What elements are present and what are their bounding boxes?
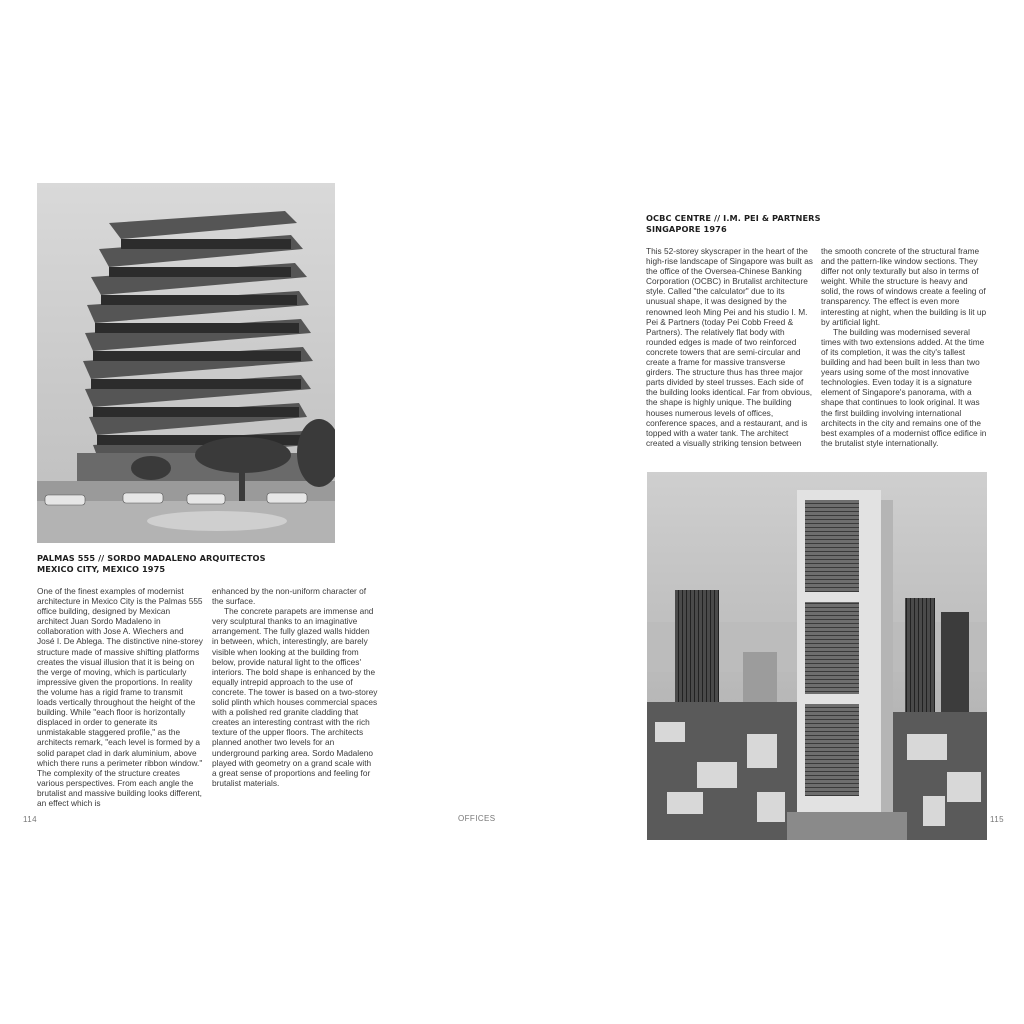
palmas-555-location: MEXICO CITY, MEXICO 1975: [37, 564, 166, 574]
palmas-555-text-column-2: [212, 586, 378, 788]
ocbc-title: OCBC CENTRE // I.M. PEI & PARTNERS: [646, 213, 821, 223]
running-head: OFFICES: [458, 814, 496, 823]
ocbc-text-column-2: [821, 246, 989, 448]
ocbc-caption: [646, 213, 946, 235]
palmas-555-text-column-1: [37, 586, 203, 808]
palmas-555-photo: [37, 183, 335, 543]
palmas-555-title: PALMAS 555 // SORDO MADALENO ARQUITECTOS: [37, 553, 266, 563]
paragraph: enhanced by the non-uniform character of the surface.: [212, 586, 367, 607]
page-number-right: 115: [990, 815, 1004, 824]
ocbc-location: SINGAPORE 1976: [646, 224, 727, 234]
palmas-555-caption: [37, 553, 337, 575]
paragraph: The building was modernised several times with two extensions added. At the time of its completion, it was the city's tallest building and had been built in less than two years using some of the most innovative technologies. Even today it is a signature element of Singapore's panorama, with a shape that continues to look original. It was the first building involving international architects in the city and remains one of the best examples of a modernist office edifice in the brutalist style internationally.: [821, 326, 987, 448]
paragraph: the smooth concrete of the structural frame and the pattern-like window sections. They differ not only texturally but also in terms of weight. While the structure is heavy and solid, the rows of windows create a feeling of transparency. The effect is even more interesting at night, when the building is lit up by artificial light.: [821, 246, 987, 327]
ocbc-centre-photo: [647, 472, 987, 840]
paragraph: The concrete parapets are immense and very sculptural thanks to an imaginative arrangement. The fully glazed walls hidden in between, which, interestingly, are barely visible when looking at the building from below, provide natural light to the offices' interiors. The bold shape is enhanced by the equally intrepid approach to the use of concrete. The tower is based on a two-storey solid plinth which houses commercial spaces with a polished red granite cladding that creates an interesting contrast with the rich texture of the upper floors. The architects planned another two levels for an underground parking area. Sordo Madaleno played with geometry on a grand scale with a great sense of proportions and feeling for brutalist materials.: [212, 606, 378, 788]
ocbc-centre-illustration: [647, 472, 987, 840]
paragraph: One of the finest examples of modernist architecture in Mexico City is the Palmas 555 office building, designed by Mexican architect Juan Sordo Madaleno in collaboration with Jose A. Wiechers and José I. De Ablega. The distinctive nine-storey structure made of massive shifting platforms creates the visual illusion that it is being on the verge of moving, which is particularly impressive given the proportions. In reality the volume has a rigid frame to transmit loads vertically throughout the height of the building. While "each floor is horizontally displaced in order to generate its unmistakable staggered profile," as the architects remark, "each level is formed by a solid parapet clad in dark aluminium, above which there runs a perimeter ribbon window." The complexity of the structure creates various perspectives. From each angle the brutalist and massive building looks different, an effect which is: [37, 586, 203, 808]
page-number-left: 114: [23, 815, 37, 824]
ocbc-text-column-1: [646, 246, 813, 448]
paragraph: This 52-storey skyscraper in the heart of the high-rise landscape of Singapore was built as the office of the Oversea-Chinese Banking Corporation (OCBC) in Brutalist architecture style. Called "the calculator" due to its unusual shape, it was designed by the renowned Ieoh Ming Pei and his studio I. M. Pei & Partners (today Pei Cobb Freed & Partners). The relatively flat body with rounded edges is made of two reinforced concrete towers that are semi-circular and create a frame for massive transverse girders. The structure thus has three major parts divided by steel trusses. Each side of the building looks identical. Far from obvious, the shape is highly unique. The building houses numerous levels of offices, conference spaces, and a restaurant, and is topped with a water tank. The architect created a visually striking tension between: [646, 246, 813, 448]
palmas-555-illustration: [37, 183, 335, 543]
